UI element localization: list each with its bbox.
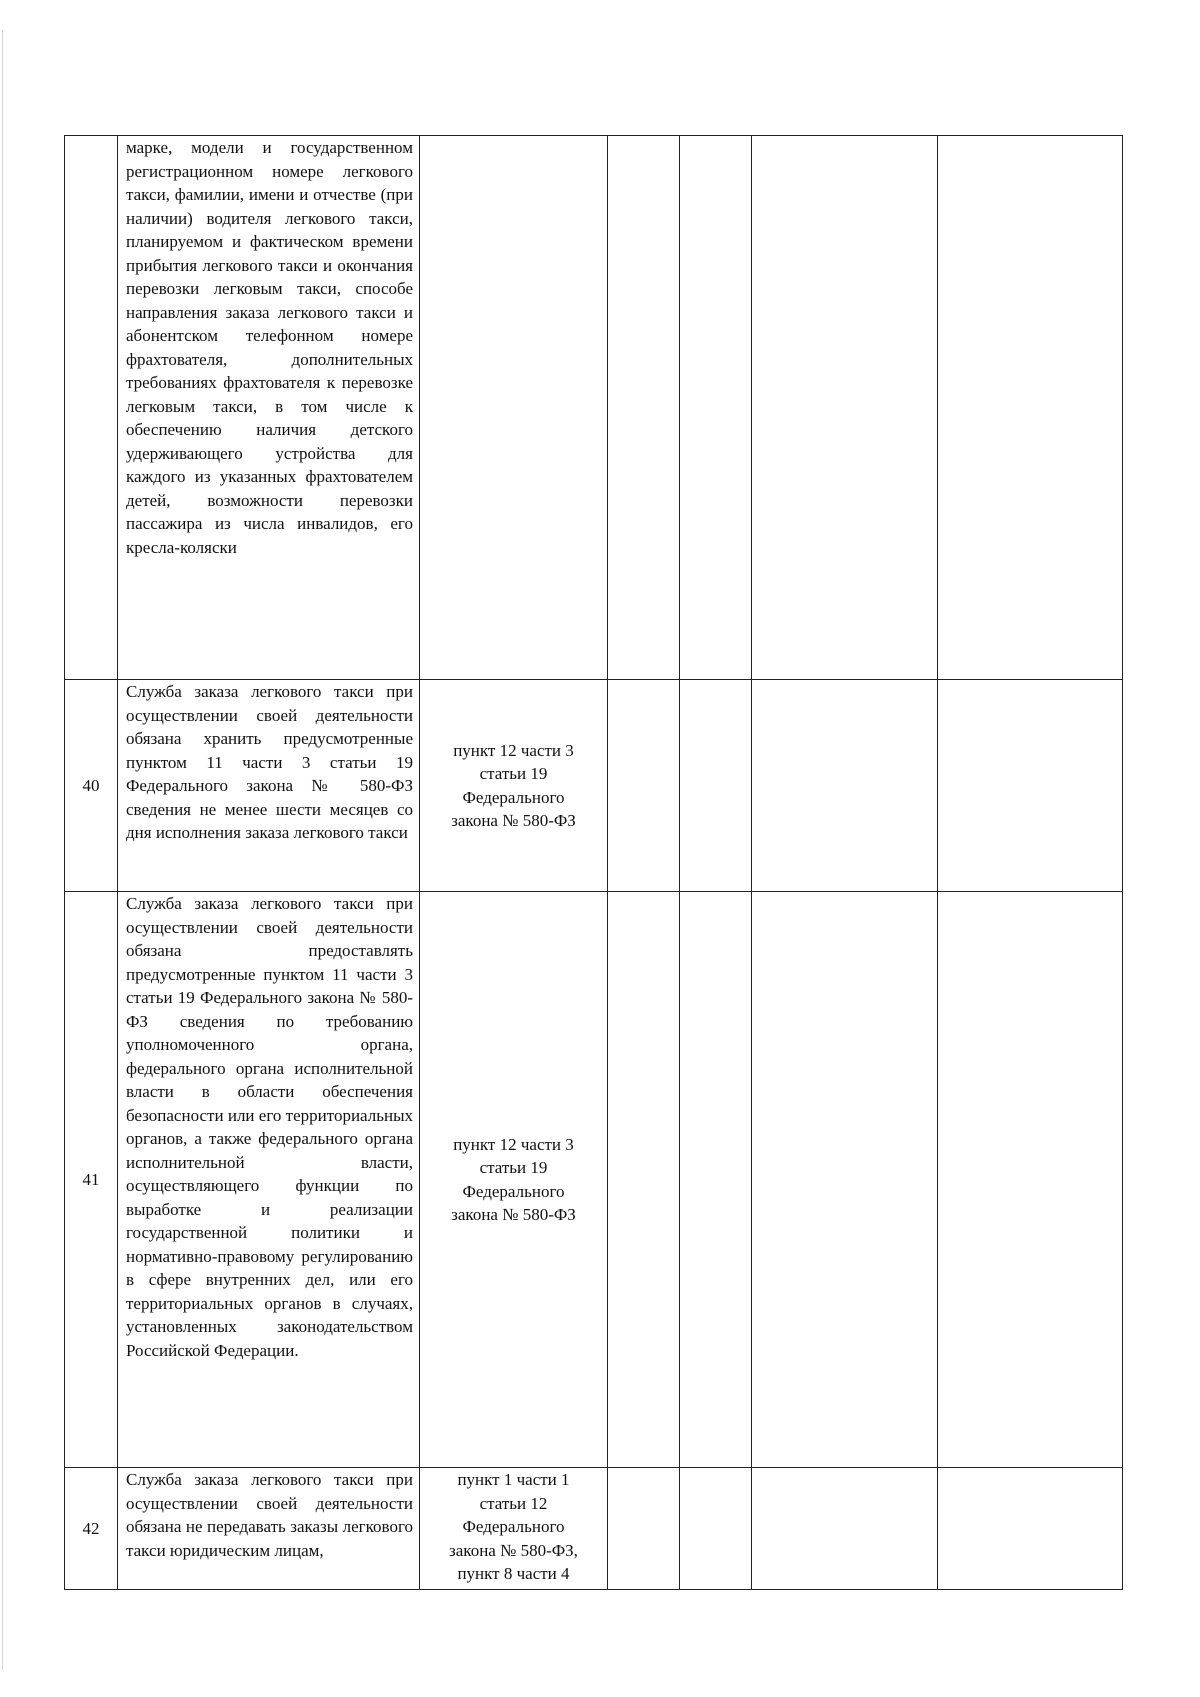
reference-line: пункт 12 части 3 (453, 1134, 574, 1154)
empty-cell (938, 892, 1123, 1468)
reference-line: пункт 8 части 4 (457, 1564, 570, 1583)
empty-cell (608, 136, 680, 680)
empty-cell (680, 136, 752, 680)
empty-cell (608, 892, 680, 1468)
requirement-text: Служба заказа легкового такси при осуществлении своей деятельности обязана предоставлять предусмотренные пунктом 11 части 3 статьи 19 Федерального закона № 580-ФЗ сведения по требованию уполномоченного органа, федерального органа исполнительной власти в области обеспечения безопасности или его территориальных органов, а также федерального органа исполнительной власти, осуществляющего функции по выработке и реализации государственной политики и нормативно-правовому регулированию в сфере внутренних дел, или его территориальных органов в случаях, установленных законодательством Российской Федерации. (118, 892, 420, 1468)
table-row (65, 1468, 1123, 1590)
legal-reference (420, 1468, 608, 1590)
row-number: 42 (65, 1468, 118, 1590)
legal-reference (420, 136, 608, 680)
reference-line: статьи 19 (479, 764, 548, 783)
row-number (65, 136, 118, 680)
empty-cell (680, 892, 752, 1468)
empty-cell (608, 680, 680, 892)
empty-cell (938, 1468, 1123, 1590)
reference-line: статьи 12 (479, 1493, 548, 1513)
empty-cell (752, 136, 938, 680)
page-edge (2, 30, 3, 1670)
empty-cell (680, 1468, 752, 1590)
empty-cell (938, 136, 1123, 680)
table-row (65, 892, 1123, 1468)
requirement-text: Служба заказа легкового такси при осуществлении своей деятельности обязана не передавать заказы легкового такси юридическим лицам, (118, 1468, 420, 1590)
empty-cell (680, 680, 752, 892)
reference-line: Федерального (462, 1517, 565, 1536)
reference-line: закона № 580-ФЗ (451, 811, 576, 830)
requirement-text: Служба заказа легкового такси при осуществлении своей деятельности обязана хранить предусмотренные пунктом 11 части 3 статьи 19 Федерального закона № 580-ФЗ сведения не менее шести месяцев со дня исполнения заказа легкового такси (118, 680, 420, 892)
requirements-table (64, 135, 1123, 1590)
legal-reference (420, 680, 608, 892)
reference-line: пункт 12 части 3 (453, 740, 574, 760)
empty-cell (752, 1468, 938, 1590)
legal-reference (420, 892, 608, 1468)
empty-cell (752, 680, 938, 892)
table-row (65, 136, 1123, 680)
empty-cell (938, 680, 1123, 892)
row-number: 41 (65, 892, 118, 1468)
reference-line: Федерального (462, 787, 565, 807)
row-number: 40 (65, 680, 118, 892)
reference-line: Федерального (462, 1181, 565, 1201)
empty-cell (608, 1468, 680, 1590)
reference-line: закона № 580-ФЗ, (449, 1540, 578, 1560)
reference-line: статьи 19 (479, 1158, 548, 1177)
reference-line: пункт 1 части 1 (457, 1470, 570, 1489)
empty-cell (752, 892, 938, 1468)
reference-line: закона № 580-ФЗ (451, 1205, 576, 1224)
requirement-text: марке, модели и государственном регистрационном номере легкового такси, фамилии, имени и отчестве (при наличии) водителя легкового такси, планируемом и фактическом времени прибытия легкового такси и окончания перевозки легковым такси, способе направления заказа легкового такси и абонентском телефонном номере фрахтователя, дополнительных требованиях фрахтователя к перевозке легковым такси, в том числе к обеспечению наличия детского удерживающего устройства для каждого из указанных фрахтователем детей, возможности перевозки пассажира из числа инвалидов, его кресла-коляски (118, 136, 420, 680)
table-row (65, 680, 1123, 892)
